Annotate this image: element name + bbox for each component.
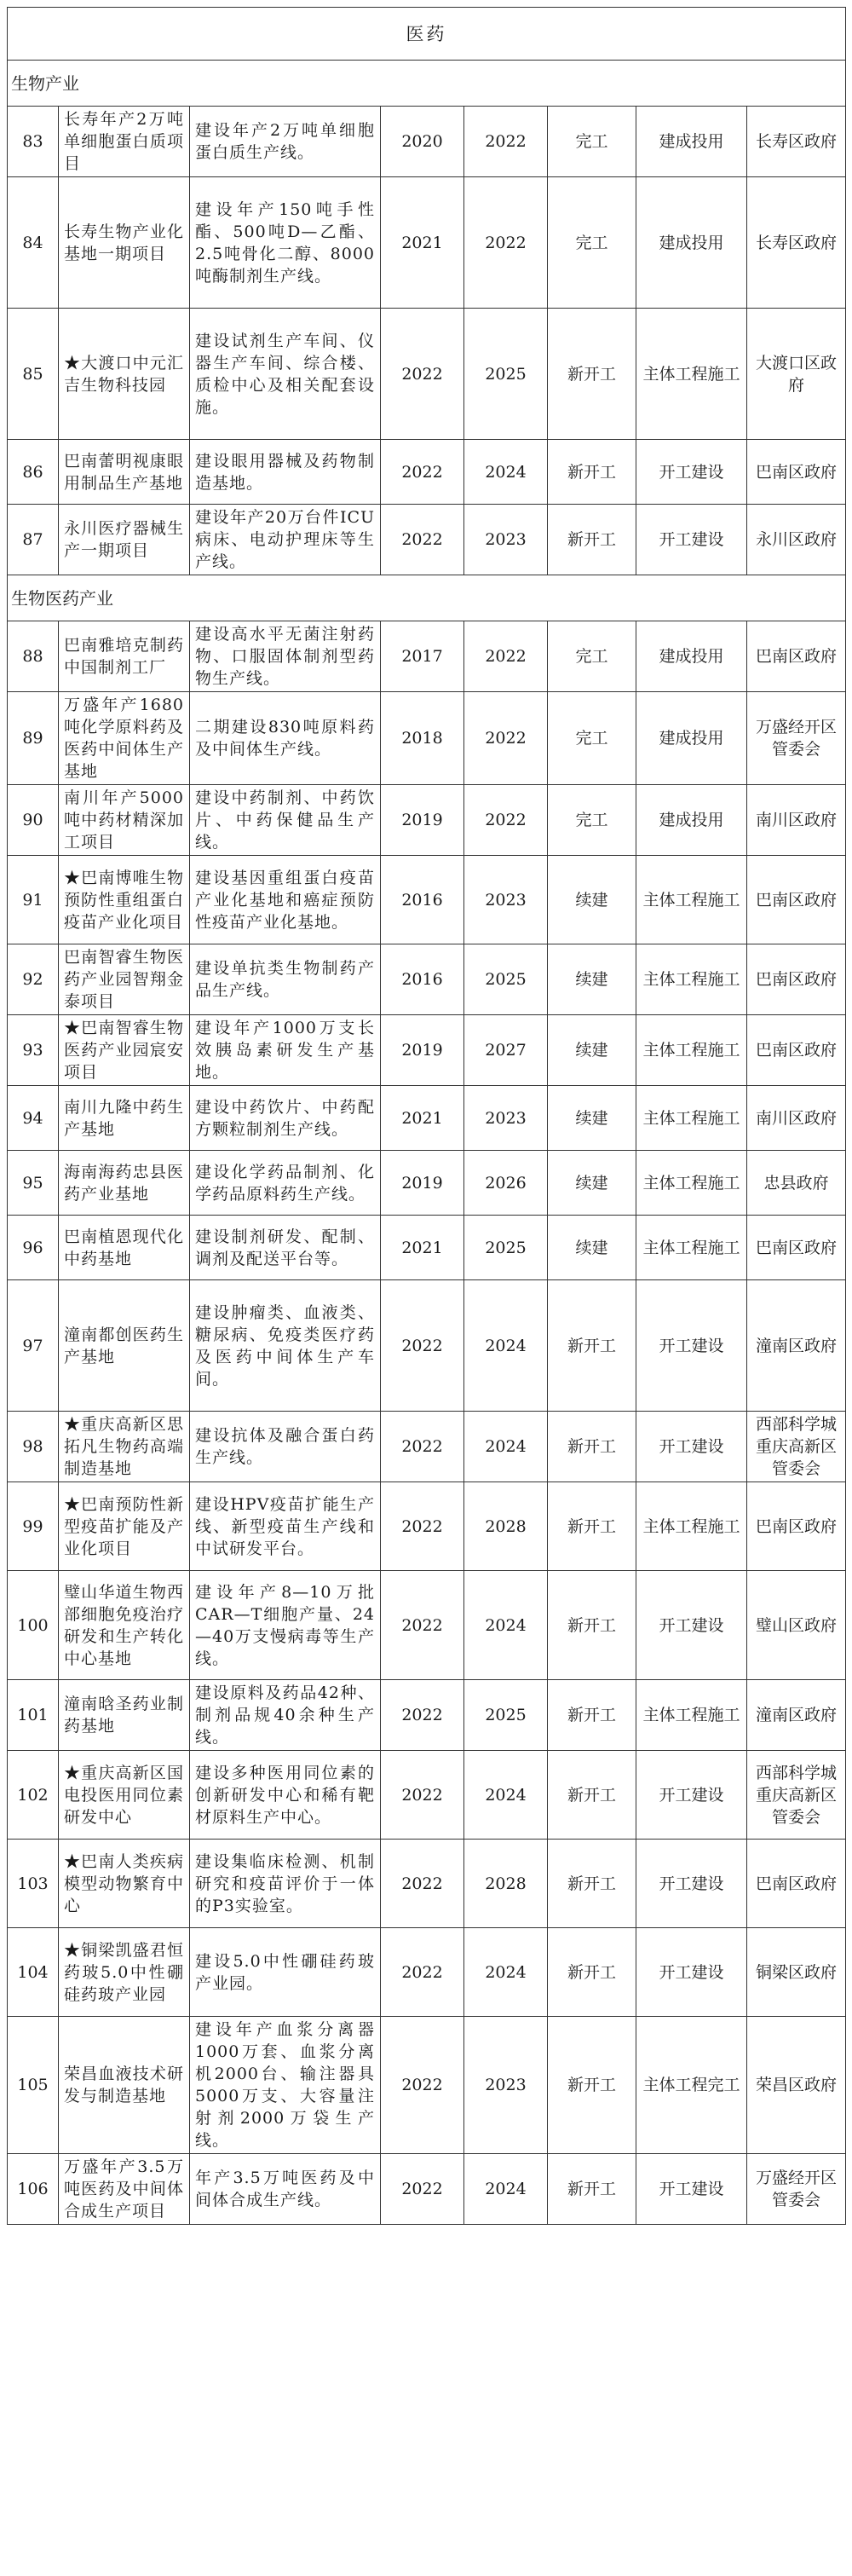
cell-owner: 巴南区政府 bbox=[747, 1216, 846, 1280]
cell-owner: 潼南区政府 bbox=[747, 1280, 846, 1412]
cell-end: 2023 bbox=[464, 1086, 548, 1151]
cell-start: 2022 bbox=[381, 1928, 464, 2017]
cell-progress: 主体工程施工 bbox=[636, 1680, 747, 1751]
cell-content: 建设基因重组蛋白疫苗产业化基地和癌症预防性疫苗产业化基地。 bbox=[190, 856, 381, 944]
cell-end: 2024 bbox=[464, 1751, 548, 1840]
cell-start: 2022 bbox=[381, 440, 464, 505]
cell-end: 2025 bbox=[464, 1680, 548, 1751]
cell-content: 建设单抗类生物制药产品生产线。 bbox=[190, 944, 381, 1015]
cell-no: 96 bbox=[8, 1216, 59, 1280]
table-row bbox=[8, 177, 846, 309]
cell-progress: 建成投用 bbox=[636, 692, 747, 785]
cell-name: ★重庆高新区国电投医用同位素研发中心 bbox=[59, 1751, 190, 1840]
cell-type: 新开工 bbox=[548, 1280, 636, 1412]
cell-no: 88 bbox=[8, 621, 59, 692]
cell-start: 2019 bbox=[381, 1015, 464, 1086]
cell-type: 完工 bbox=[548, 785, 636, 856]
cell-name: 南川九隆中药生产基地 bbox=[59, 1086, 190, 1151]
cell-name: 潼南晗圣药业制药基地 bbox=[59, 1680, 190, 1751]
cell-content: 建设年产150吨手性酯、500吨D—乙酯、2.5吨骨化二醇、8000吨酶制剂生产线。 bbox=[190, 177, 381, 309]
cell-name: 南川年产5000吨中药材精深加工项目 bbox=[59, 785, 190, 856]
table-header-row bbox=[8, 8, 846, 61]
table-row bbox=[8, 2154, 846, 2225]
cell-content: 建设抗体及融合蛋白药生产线。 bbox=[190, 1412, 381, 1482]
cell-start: 2022 bbox=[381, 505, 464, 575]
cell-start: 2022 bbox=[381, 1482, 464, 1571]
cell-progress: 开工建设 bbox=[636, 1751, 747, 1840]
cell-progress: 主体工程施工 bbox=[636, 1216, 747, 1280]
cell-content: 建设化学药品制剂、化学药品原料药生产线。 bbox=[190, 1151, 381, 1216]
cell-owner: 大渡口区政府 bbox=[747, 309, 846, 440]
cell-type: 完工 bbox=[548, 177, 636, 309]
cell-end: 2025 bbox=[464, 944, 548, 1015]
cell-name: ★巴南博唯生物预防性重组蛋白疫苗产业化项目 bbox=[59, 856, 190, 944]
cell-start: 2020 bbox=[381, 107, 464, 177]
cell-start: 2021 bbox=[381, 1216, 464, 1280]
table-title: 医药 bbox=[8, 8, 846, 61]
cell-type: 完工 bbox=[548, 107, 636, 177]
cell-content: 建设制剂研发、配制、调剂及配送平台等。 bbox=[190, 1216, 381, 1280]
cell-progress: 主体工程施工 bbox=[636, 309, 747, 440]
cell-type: 续建 bbox=[548, 944, 636, 1015]
cell-content: 建设年产8—10万批CAR—T细胞产量、24—40万支慢病毒等生产线。 bbox=[190, 1571, 381, 1680]
table-row bbox=[8, 856, 846, 944]
cell-start: 2022 bbox=[381, 1412, 464, 1482]
cell-start: 2018 bbox=[381, 692, 464, 785]
cell-content: 建设5.0中性硼硅药玻产业园。 bbox=[190, 1928, 381, 2017]
cell-owner: 忠县政府 bbox=[747, 1151, 846, 1216]
cell-start: 2022 bbox=[381, 1280, 464, 1412]
cell-progress: 开工建设 bbox=[636, 1840, 747, 1928]
cell-content: 建设原料及药品42种、制剂品规40余种生产线。 bbox=[190, 1680, 381, 1751]
section-label: 生物产业 bbox=[8, 61, 846, 107]
cell-start: 2022 bbox=[381, 1680, 464, 1751]
section-row bbox=[8, 61, 846, 107]
table-row bbox=[8, 1216, 846, 1280]
cell-no: 106 bbox=[8, 2154, 59, 2225]
cell-content: 建设试剂生产车间、仪器生产车间、综合楼、质检中心及相关配套设施。 bbox=[190, 309, 381, 440]
cell-end: 2024 bbox=[464, 2154, 548, 2225]
cell-owner: 巴南区政府 bbox=[747, 440, 846, 505]
cell-type: 新开工 bbox=[548, 2017, 636, 2154]
cell-end: 2024 bbox=[464, 440, 548, 505]
cell-no: 90 bbox=[8, 785, 59, 856]
cell-owner: 巴南区政府 bbox=[747, 1482, 846, 1571]
cell-start: 2022 bbox=[381, 2017, 464, 2154]
cell-no: 93 bbox=[8, 1015, 59, 1086]
cell-progress: 主体工程完工 bbox=[636, 2017, 747, 2154]
cell-owner: 南川区政府 bbox=[747, 1086, 846, 1151]
cell-progress: 开工建设 bbox=[636, 2154, 747, 2225]
cell-end: 2024 bbox=[464, 1571, 548, 1680]
cell-name: 巴南蕾明视康眼用制品生产基地 bbox=[59, 440, 190, 505]
cell-owner: 巴南区政府 bbox=[747, 856, 846, 944]
cell-type: 续建 bbox=[548, 1216, 636, 1280]
cell-no: 94 bbox=[8, 1086, 59, 1151]
cell-name: 海南海药忠县医药产业基地 bbox=[59, 1151, 190, 1216]
cell-no: 86 bbox=[8, 440, 59, 505]
cell-type: 新开工 bbox=[548, 1571, 636, 1680]
cell-start: 2016 bbox=[381, 856, 464, 944]
cell-progress: 主体工程施工 bbox=[636, 856, 747, 944]
cell-content: 建设HPV疫苗扩能生产线、新型疫苗生产线和中试研发平台。 bbox=[190, 1482, 381, 1571]
table-row bbox=[8, 1840, 846, 1928]
cell-name: 长寿生物产业化基地一期项目 bbox=[59, 177, 190, 309]
cell-content: 建设中药制剂、中药饮片、中药保健品生产线。 bbox=[190, 785, 381, 856]
cell-content: 建设眼用器械及药物制造基地。 bbox=[190, 440, 381, 505]
cell-progress: 主体工程施工 bbox=[636, 1086, 747, 1151]
cell-content: 建设年产20万台件ICU病床、电动护理床等生产线。 bbox=[190, 505, 381, 575]
cell-end: 2028 bbox=[464, 1840, 548, 1928]
cell-type: 新开工 bbox=[548, 309, 636, 440]
cell-name: 巴南智睿生物医药产业园智翔金泰项目 bbox=[59, 944, 190, 1015]
cell-owner: 巴南区政府 bbox=[747, 944, 846, 1015]
section-row bbox=[8, 575, 846, 621]
cell-content: 年产3.5万吨医药及中间体合成生产线。 bbox=[190, 2154, 381, 2225]
cell-end: 2022 bbox=[464, 692, 548, 785]
cell-name: 永川医疗器械生产一期项目 bbox=[59, 505, 190, 575]
cell-progress: 建成投用 bbox=[636, 177, 747, 309]
cell-end: 2023 bbox=[464, 856, 548, 944]
cell-owner: 万盛经开区管委会 bbox=[747, 2154, 846, 2225]
cell-owner: 巴南区政府 bbox=[747, 1015, 846, 1086]
cell-content: 建设年产血浆分离器1000万套、血浆分离机2000台、输注器具5000万支、大容量注射剂2000万袋生产线。 bbox=[190, 2017, 381, 2154]
cell-type: 新开工 bbox=[548, 1412, 636, 1482]
cell-start: 2022 bbox=[381, 1840, 464, 1928]
cell-start: 2021 bbox=[381, 177, 464, 309]
cell-type: 新开工 bbox=[548, 1751, 636, 1840]
cell-no: 104 bbox=[8, 1928, 59, 2017]
cell-content: 建设高水平无菌注射药物、口服固体制剂型药物生产线。 bbox=[190, 621, 381, 692]
cell-name: ★巴南智睿生物医药产业园宸安项目 bbox=[59, 1015, 190, 1086]
cell-no: 102 bbox=[8, 1751, 59, 1840]
cell-progress: 建成投用 bbox=[636, 785, 747, 856]
table-row bbox=[8, 1151, 846, 1216]
cell-name: ★重庆高新区思拓凡生物药高端制造基地 bbox=[59, 1412, 190, 1482]
cell-name: ★大渡口中元汇吉生物科技园 bbox=[59, 309, 190, 440]
cell-type: 新开工 bbox=[548, 440, 636, 505]
table-row bbox=[8, 1751, 846, 1840]
section-label: 生物医药产业 bbox=[8, 575, 846, 621]
cell-progress: 开工建设 bbox=[636, 1412, 747, 1482]
cell-end: 2027 bbox=[464, 1015, 548, 1086]
cell-no: 84 bbox=[8, 177, 59, 309]
cell-name: ★巴南人类疾病模型动物繁育中心 bbox=[59, 1840, 190, 1928]
cell-name: 潼南都创医药生产基地 bbox=[59, 1280, 190, 1412]
cell-start: 2019 bbox=[381, 785, 464, 856]
cell-name: ★铜梁凯盛君恒药玻5.0中性硼硅药玻产业园 bbox=[59, 1928, 190, 2017]
cell-end: 2024 bbox=[464, 1928, 548, 2017]
table-row bbox=[8, 785, 846, 856]
cell-owner: 荣昌区政府 bbox=[747, 2017, 846, 2154]
cell-progress: 建成投用 bbox=[636, 621, 747, 692]
cell-name: 万盛年产1680吨化学原料药及医药中间体生产基地 bbox=[59, 692, 190, 785]
cell-progress: 开工建设 bbox=[636, 440, 747, 505]
cell-no: 105 bbox=[8, 2017, 59, 2154]
table-row bbox=[8, 107, 846, 177]
table-row bbox=[8, 2017, 846, 2154]
cell-progress: 主体工程施工 bbox=[636, 1151, 747, 1216]
cell-name: 万盛年产3.5万吨医药及中间体合成生产项目 bbox=[59, 2154, 190, 2225]
cell-owner: 西部科学城重庆高新区管委会 bbox=[747, 1412, 846, 1482]
cell-end: 2024 bbox=[464, 1412, 548, 1482]
cell-owner: 永川区政府 bbox=[747, 505, 846, 575]
cell-owner: 长寿区政府 bbox=[747, 107, 846, 177]
cell-owner: 长寿区政府 bbox=[747, 177, 846, 309]
cell-content: 建设年产1000万支长效胰岛素研发生产基地。 bbox=[190, 1015, 381, 1086]
table-row bbox=[8, 1015, 846, 1086]
cell-no: 100 bbox=[8, 1571, 59, 1680]
cell-content: 建设集临床检测、机制研究和疫苗评价于一体的P3实验室。 bbox=[190, 1840, 381, 1928]
table-row bbox=[8, 1086, 846, 1151]
cell-content: 建设年产2万吨单细胞蛋白质生产线。 bbox=[190, 107, 381, 177]
table-row bbox=[8, 1571, 846, 1680]
cell-type: 续建 bbox=[548, 1015, 636, 1086]
cell-no: 92 bbox=[8, 944, 59, 1015]
cell-type: 新开工 bbox=[548, 2154, 636, 2225]
cell-start: 2017 bbox=[381, 621, 464, 692]
table-row bbox=[8, 505, 846, 575]
cell-end: 2023 bbox=[464, 2017, 548, 2154]
table-row bbox=[8, 1280, 846, 1412]
cell-no: 99 bbox=[8, 1482, 59, 1571]
cell-type: 续建 bbox=[548, 856, 636, 944]
table-row bbox=[8, 309, 846, 440]
cell-owner: 巴南区政府 bbox=[747, 621, 846, 692]
table-row bbox=[8, 621, 846, 692]
cell-owner: 西部科学城重庆高新区管委会 bbox=[747, 1751, 846, 1840]
cell-owner: 潼南区政府 bbox=[747, 1680, 846, 1751]
cell-progress: 主体工程施工 bbox=[636, 944, 747, 1015]
cell-content: 建设肿瘤类、血液类、糖尿病、免疫类医疗药及医药中间体生产车间。 bbox=[190, 1280, 381, 1412]
cell-progress: 开工建设 bbox=[636, 1280, 747, 1412]
project-table bbox=[7, 7, 846, 2225]
cell-end: 2026 bbox=[464, 1151, 548, 1216]
cell-owner: 万盛经开区管委会 bbox=[747, 692, 846, 785]
document-page bbox=[7, 7, 845, 2225]
cell-progress: 开工建设 bbox=[636, 1928, 747, 2017]
cell-owner: 南川区政府 bbox=[747, 785, 846, 856]
table-row bbox=[8, 1412, 846, 1482]
cell-start: 2022 bbox=[381, 1571, 464, 1680]
cell-no: 89 bbox=[8, 692, 59, 785]
cell-no: 103 bbox=[8, 1840, 59, 1928]
cell-content: 二期建设830吨原料药及中间体生产线。 bbox=[190, 692, 381, 785]
cell-progress: 主体工程施工 bbox=[636, 1015, 747, 1086]
cell-type: 续建 bbox=[548, 1151, 636, 1216]
cell-no: 95 bbox=[8, 1151, 59, 1216]
cell-content: 建设多种医用同位素的创新研发中心和稀有靶材原料生产中心。 bbox=[190, 1751, 381, 1840]
table-row bbox=[8, 1928, 846, 2017]
table-row bbox=[8, 944, 846, 1015]
cell-content: 建设中药饮片、中药配方颗粒制剂生产线。 bbox=[190, 1086, 381, 1151]
cell-progress: 建成投用 bbox=[636, 107, 747, 177]
cell-no: 101 bbox=[8, 1680, 59, 1751]
cell-type: 新开工 bbox=[548, 1928, 636, 2017]
cell-owner: 璧山区政府 bbox=[747, 1571, 846, 1680]
cell-type: 新开工 bbox=[548, 1482, 636, 1571]
cell-no: 83 bbox=[8, 107, 59, 177]
cell-type: 新开工 bbox=[548, 1840, 636, 1928]
cell-progress: 开工建设 bbox=[636, 505, 747, 575]
table-row bbox=[8, 1482, 846, 1571]
cell-no: 85 bbox=[8, 309, 59, 440]
cell-end: 2022 bbox=[464, 177, 548, 309]
cell-end: 2022 bbox=[464, 107, 548, 177]
cell-end: 2024 bbox=[464, 1280, 548, 1412]
cell-start: 2022 bbox=[381, 2154, 464, 2225]
cell-name: 巴南雅培克制药中国制剂工厂 bbox=[59, 621, 190, 692]
cell-name: 长寿年产2万吨单细胞蛋白质项目 bbox=[59, 107, 190, 177]
cell-name: 巴南植恩现代化中药基地 bbox=[59, 1216, 190, 1280]
cell-start: 2016 bbox=[381, 944, 464, 1015]
table-row bbox=[8, 692, 846, 785]
cell-start: 2022 bbox=[381, 1751, 464, 1840]
cell-no: 91 bbox=[8, 856, 59, 944]
cell-no: 98 bbox=[8, 1412, 59, 1482]
cell-progress: 开工建设 bbox=[636, 1571, 747, 1680]
cell-type: 完工 bbox=[548, 621, 636, 692]
cell-end: 2022 bbox=[464, 621, 548, 692]
cell-name: 荣昌血液技术研发与制造基地 bbox=[59, 2017, 190, 2154]
cell-type: 续建 bbox=[548, 1086, 636, 1151]
cell-name: ★巴南预防性新型疫苗扩能及产业化项目 bbox=[59, 1482, 190, 1571]
cell-type: 新开工 bbox=[548, 1680, 636, 1751]
cell-name: 璧山华道生物西部细胞免疫治疗研发和生产转化中心基地 bbox=[59, 1571, 190, 1680]
cell-start: 2019 bbox=[381, 1151, 464, 1216]
cell-type: 新开工 bbox=[548, 505, 636, 575]
cell-end: 2023 bbox=[464, 505, 548, 575]
cell-start: 2022 bbox=[381, 309, 464, 440]
cell-progress: 主体工程施工 bbox=[636, 1482, 747, 1571]
cell-owner: 巴南区政府 bbox=[747, 1840, 846, 1928]
table-row bbox=[8, 440, 846, 505]
cell-end: 2025 bbox=[464, 1216, 548, 1280]
cell-end: 2028 bbox=[464, 1482, 548, 1571]
cell-start: 2021 bbox=[381, 1086, 464, 1151]
cell-type: 完工 bbox=[548, 692, 636, 785]
cell-no: 97 bbox=[8, 1280, 59, 1412]
cell-end: 2022 bbox=[464, 785, 548, 856]
cell-end: 2025 bbox=[464, 309, 548, 440]
cell-owner: 铜梁区政府 bbox=[747, 1928, 846, 2017]
cell-no: 87 bbox=[8, 505, 59, 575]
table-row bbox=[8, 1680, 846, 1751]
